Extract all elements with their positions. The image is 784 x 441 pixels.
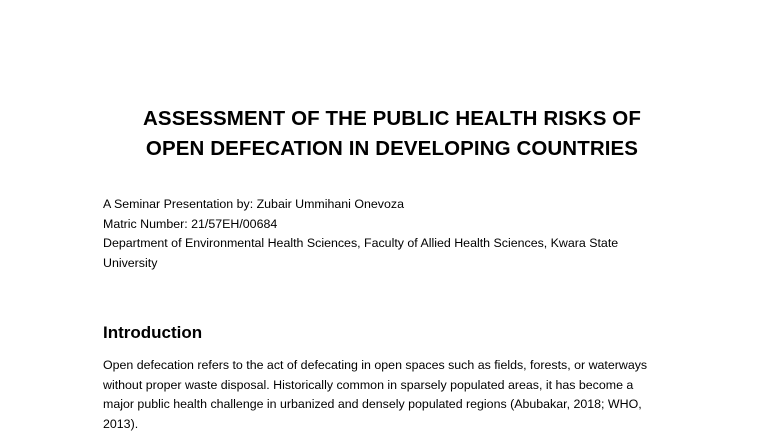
title-line-2: OPEN DEFECATION IN DEVELOPING COUNTRIES <box>145 137 639 160</box>
paragraph-line: without proper waste disposal. Historically common in sparsely populated areas, it has become a <box>103 377 634 392</box>
matric-number-line: Matric Number: 21/57EH/00684 <box>103 216 278 231</box>
paragraph-line: 2013). <box>103 416 139 431</box>
paragraph-line: Open defecation refers to the act of defecating in open spaces such as fields, forests, or waterways <box>103 358 648 372</box>
presenter-line: A Seminar Presentation by: Zubair Ummihani Onevoza <box>103 197 404 211</box>
university-line: University <box>103 255 158 270</box>
paragraph-line: major public health challenge in urbanized and densely populated regions (Abubakar, 2018; WHO, <box>103 397 642 412</box>
document-title <box>60 104 724 164</box>
department-line: Department of Environmental Health Sciences, Faculty of Allied Health Sciences, Kwara State <box>103 236 619 251</box>
section-heading: Introduction <box>103 323 203 342</box>
title-line-1: ASSESSMENT OF THE PUBLIC HEALTH RISKS OF <box>143 107 641 130</box>
introduction-paragraph <box>103 356 703 434</box>
author-block <box>103 195 703 273</box>
